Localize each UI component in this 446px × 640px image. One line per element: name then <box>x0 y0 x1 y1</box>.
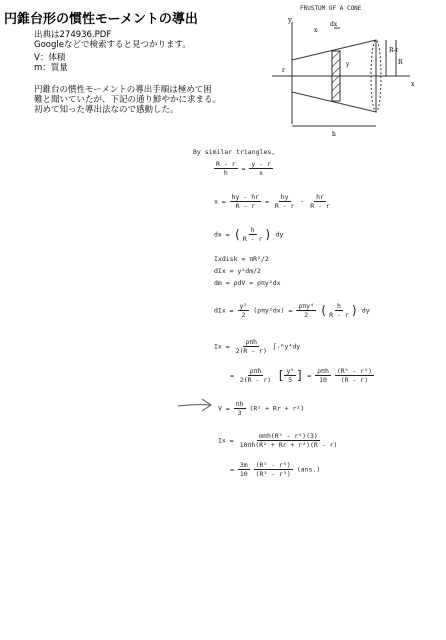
fraction-numerator: 3m <box>239 461 248 469</box>
equation-answer <box>230 461 320 478</box>
fraction-numerator: y - r <box>251 160 271 168</box>
fraction-denominator: R - r <box>310 202 330 210</box>
fraction-denominator: x <box>259 169 264 177</box>
equation-lhs: x = <box>214 197 226 206</box>
equation-Ix-substituted <box>218 432 339 449</box>
figure-label-y: y <box>288 16 292 24</box>
fraction-denominator: 2(R - r) <box>239 376 272 384</box>
fraction-numerator: (R⁵ - r⁵) <box>336 367 373 375</box>
fraction-denominator: 10 <box>239 470 248 478</box>
figure-label-dx: dx <box>330 21 338 28</box>
equation-volume <box>218 400 304 417</box>
equation-dIx: dIx = y²dm/2 <box>214 267 261 275</box>
fraction-denominator: R - r <box>329 311 349 319</box>
equation-lhs: dx = <box>214 230 230 239</box>
equation-lhs: dIx = <box>214 306 234 315</box>
minus-sign: - <box>300 197 305 206</box>
mass-label: m：質量 <box>34 63 68 73</box>
fraction-denominator: (R - r) <box>340 376 369 384</box>
fraction-denominator: 3 <box>237 409 242 417</box>
frustum-diagram <box>268 14 418 140</box>
fraction-numerator: ρπh <box>245 338 258 346</box>
equation-similar-triangles <box>214 160 273 177</box>
integral-term: ∫ᵣᴿy⁴dy <box>272 342 301 351</box>
figure-title: FRUSTUM OF A CONE <box>300 5 362 12</box>
equation-disk-inertia: Ixdisk = πR²/2 <box>214 255 269 263</box>
fraction-denominator: 10πh(R² + Rr + r²)(R - r) <box>239 441 338 449</box>
equation-x <box>214 193 332 210</box>
hand-drawn-arrow-icon <box>176 395 216 415</box>
fraction-numerator: (R⁵ - r⁵) <box>255 461 291 469</box>
equals-sign: = <box>241 164 246 173</box>
fraction-numerator: y² <box>239 302 248 310</box>
answer-label: (ans.) <box>296 465 321 474</box>
equation-Ix-evaluated: = $\frac{\text{ρπh}}{2(R - r)}$ [ $\frac{\text{y⁵}}{5}$ ] = $\frac{\text{ρπh}}{10}$ $\frac{\text{(R⁵ - r⁵)}}{(R - r)}$ <box>230 367 373 384</box>
equals-sign: = <box>230 465 234 474</box>
fraction-denominator: R - r <box>235 202 256 210</box>
fraction-numerator: ρπh <box>317 367 329 375</box>
figure-label-x-top: x <box>314 27 318 34</box>
equals-sign: = <box>307 371 312 380</box>
equation-tail: dy <box>275 230 284 239</box>
equation-lhs: Ix = <box>214 342 230 351</box>
page-title: 円錐台形の慣性モーメントの導出 <box>4 12 198 27</box>
equation-Ix-integral <box>214 338 300 355</box>
fraction-numerator: hy - hr <box>231 193 260 201</box>
figure-label-x-axis: x <box>411 81 415 88</box>
source-line: 出典は274936.PDF <box>34 30 112 40</box>
comment-line-2: 難と聞いていたが、下記の通り鮮やかに求まる。 <box>34 95 222 105</box>
equals-sign: = <box>265 197 269 206</box>
search-line: Googleなどで検索すると見つかります。 <box>34 40 191 50</box>
fraction-numerator: h <box>250 226 255 234</box>
fraction-numerator: πh <box>235 400 244 408</box>
comment-line-3: 初めて知った導出法なので感動した。 <box>34 105 179 115</box>
fraction-numerator: mπh(R⁵ - r⁵)(3) <box>259 432 318 440</box>
equation-lhs: Ix = <box>218 436 234 445</box>
equation-middle: (ρπy²dx) = <box>253 306 293 315</box>
fraction-denominator: (R³ - r³) <box>255 470 291 478</box>
fraction-numerator: y⁵ <box>286 367 295 375</box>
derivation-intro: By similar triangles, <box>193 148 276 156</box>
fraction-numerator: hy <box>280 193 289 201</box>
fraction-denominator: 10 <box>319 376 327 384</box>
fraction-numerator: ρπy⁴ <box>298 302 314 310</box>
equation-tail: dy <box>361 306 370 315</box>
fraction-numerator: ρπh <box>249 367 262 375</box>
figure-label-R: R <box>398 59 403 66</box>
fraction-numerator: R - r <box>216 160 236 168</box>
figure-label-Rr: R-r <box>389 47 399 54</box>
fraction-denominator: 2 <box>304 311 309 319</box>
equation-dIx-expanded: dIx = $\frac{\text{y²}}{2}$ (ρπy²dx) = $\frac{\text{ρπy⁴}}{2}$ ( $\frac{h}{R - r}$ ) dy <box>214 302 370 319</box>
fraction-denominator: 2(R - r) <box>235 347 267 355</box>
fraction-numerator: hr <box>316 193 324 201</box>
equation-dx: dx = ( $\frac{h}{R - r}$ ) dy <box>214 226 284 243</box>
figure-label-r: r <box>282 67 285 74</box>
equation-tail: (R² + Rr + r²) <box>249 404 305 413</box>
comment-line-1: 円錐台の慣性モーメントの導出手順は極めて困 <box>34 85 212 95</box>
fraction-denominator: R - r <box>242 235 263 243</box>
fraction-denominator: R - r <box>274 202 295 210</box>
equals-sign: = <box>230 371 234 380</box>
equation-dm: dm = ρdV = ρπy²dx <box>214 279 281 287</box>
fraction-denominator: 2 <box>241 311 246 319</box>
volume-label: V：体積 <box>34 53 66 63</box>
fraction-numerator: h <box>336 302 341 310</box>
equation-lhs: V = <box>218 404 230 413</box>
fraction-denominator: h <box>223 169 228 177</box>
figure-label-y-mid: y <box>346 61 350 68</box>
figure-label-h: h <box>332 131 336 138</box>
fraction-denominator: 5 <box>288 376 293 384</box>
